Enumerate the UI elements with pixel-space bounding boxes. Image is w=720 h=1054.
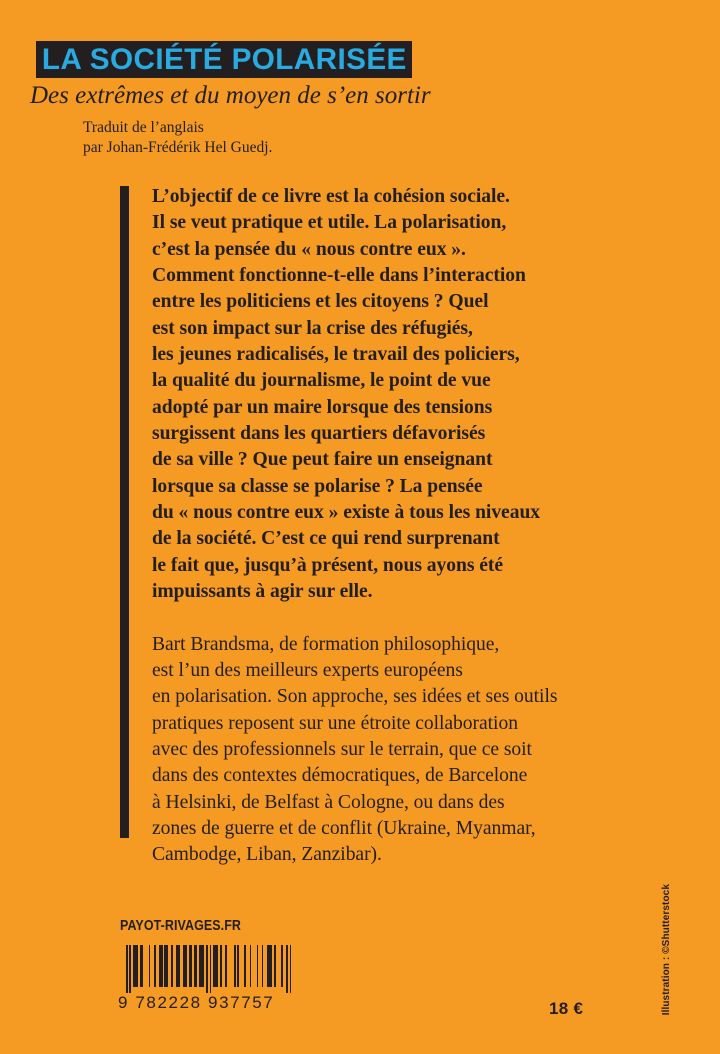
bio-line: est l’un des meilleurs experts européens: [152, 659, 463, 681]
blurb-line: les jeunes radicalisés, le travail des policiers,: [152, 344, 520, 366]
page-title: LA SOCIÉTÉ POLARISÉE: [41, 42, 407, 76]
bio-line: Bart Brandsma, de formation philosophique,: [152, 633, 500, 655]
barcode-bar: [183, 945, 186, 987]
blurb-line: surgissent dans les quartiers défavorisés: [152, 423, 486, 445]
bio-line: zones de guerre et de conflit (Ukraine, Myanmar,: [152, 817, 536, 839]
barcode-bar: [225, 945, 227, 987]
barcode-digits: 9 782228 937757: [118, 993, 275, 1012]
blurb-line: lorsque sa classe se polarise ? La pensée: [152, 475, 483, 497]
blurb-line: c’est la pensée du « nous contre eux ».: [152, 238, 466, 260]
blurb-lead-paragraph: [152, 184, 592, 606]
bio-line: avec des professionnels sur le terrain, que ce soit: [152, 738, 532, 760]
barcode-bar: [274, 945, 276, 987]
barcode-bar: [140, 945, 143, 987]
blurb-line: L’objectif de ce livre est la cohésion sociale.: [152, 186, 510, 207]
barcode-bar: [286, 945, 288, 993]
blurb-line: le fait que, jusqu’à présent, nous ayons été: [152, 554, 504, 576]
subtitle: Des extrêmes et du moyen de s’en sortir: [30, 82, 431, 109]
bio-line: pratiques reposent sur une étroite collaboration: [152, 712, 518, 734]
barcode-bar: [267, 945, 272, 987]
illustration-credit: Illustration : ©Shutterstock: [661, 884, 672, 1016]
price-label: 18 €: [549, 999, 584, 1018]
barcode-bar: [129, 945, 131, 993]
translator-line-1: Traduit de l’anglais: [83, 119, 204, 136]
barcode-bar: [126, 945, 128, 993]
blurb-line: Il se veut pratique et utile. La polarisation,: [152, 212, 507, 234]
barcode-bar: [164, 945, 167, 987]
blurb-line: adopté par un maire lorsque des tensions: [152, 396, 493, 418]
blurb-line: impuissants à agir sur elle.: [152, 581, 373, 603]
barcode-bar: [213, 945, 218, 987]
blurb-line: la qualité du journalisme, le point de vue: [152, 370, 491, 392]
barcode-bar: [290, 945, 292, 993]
publisher-website: PAYOT-RIVAGES.FR: [120, 918, 242, 934]
barcode-bar: [250, 945, 252, 987]
blurb-line: du « nous contre eux » existe à tous les niveaux: [152, 502, 541, 524]
barcode-bar: [189, 945, 192, 987]
blurb-line: est son impact sur la crise des réfugiés,: [152, 317, 473, 339]
barcode-bar: [220, 945, 222, 987]
barcode-bar: [234, 945, 236, 987]
barcode-bar: [206, 945, 208, 993]
barcode-bar: [154, 945, 156, 987]
bio-line: dans des contextes démocratiques, de Barcelone: [152, 765, 528, 787]
barcode-bar: [262, 945, 264, 987]
author-bio-paragraph: [152, 632, 592, 869]
translator-line-2: par Johan-Frédérik Hel Guedj.: [83, 139, 273, 157]
bio-line: Cambodge, Liban, Zanzibar).: [152, 844, 382, 866]
title-banner: [36, 41, 412, 78]
blurb-line: de sa ville ? Que peut faire un enseignant: [152, 449, 493, 471]
barcode-bar: [210, 945, 212, 993]
barcode-bar: [199, 945, 204, 987]
barcode-bar: [171, 945, 173, 987]
barcode-bars: [126, 945, 292, 993]
vertical-rule-decoration: [120, 186, 129, 838]
barcode-bar: [159, 945, 162, 987]
blurb-text-block: [152, 184, 592, 869]
barcode: [126, 945, 292, 993]
barcode-bar: [281, 945, 283, 987]
bio-line: à Helsinki, de Belfast à Cologne, ou dans des: [152, 791, 505, 813]
blurb-line: entre les politiciens et les citoyens ? Quel: [152, 291, 489, 313]
translator-credit: [83, 118, 272, 159]
barcode-bar: [194, 945, 197, 987]
blurb-line: Comment fonctionne-t-elle dans l’interaction: [152, 265, 526, 287]
barcode-bar: [149, 945, 151, 987]
barcode-bar: [237, 945, 239, 987]
barcode-bar: [176, 945, 179, 987]
barcode-bar: [244, 945, 246, 987]
blurb-line: de la société. C’est ce qui rend surprenant: [152, 528, 500, 550]
bio-line: en polarisation. Son approche, ses idées et ses outils: [152, 686, 558, 708]
barcode-bar: [133, 945, 138, 987]
barcode-bar: [257, 945, 259, 987]
